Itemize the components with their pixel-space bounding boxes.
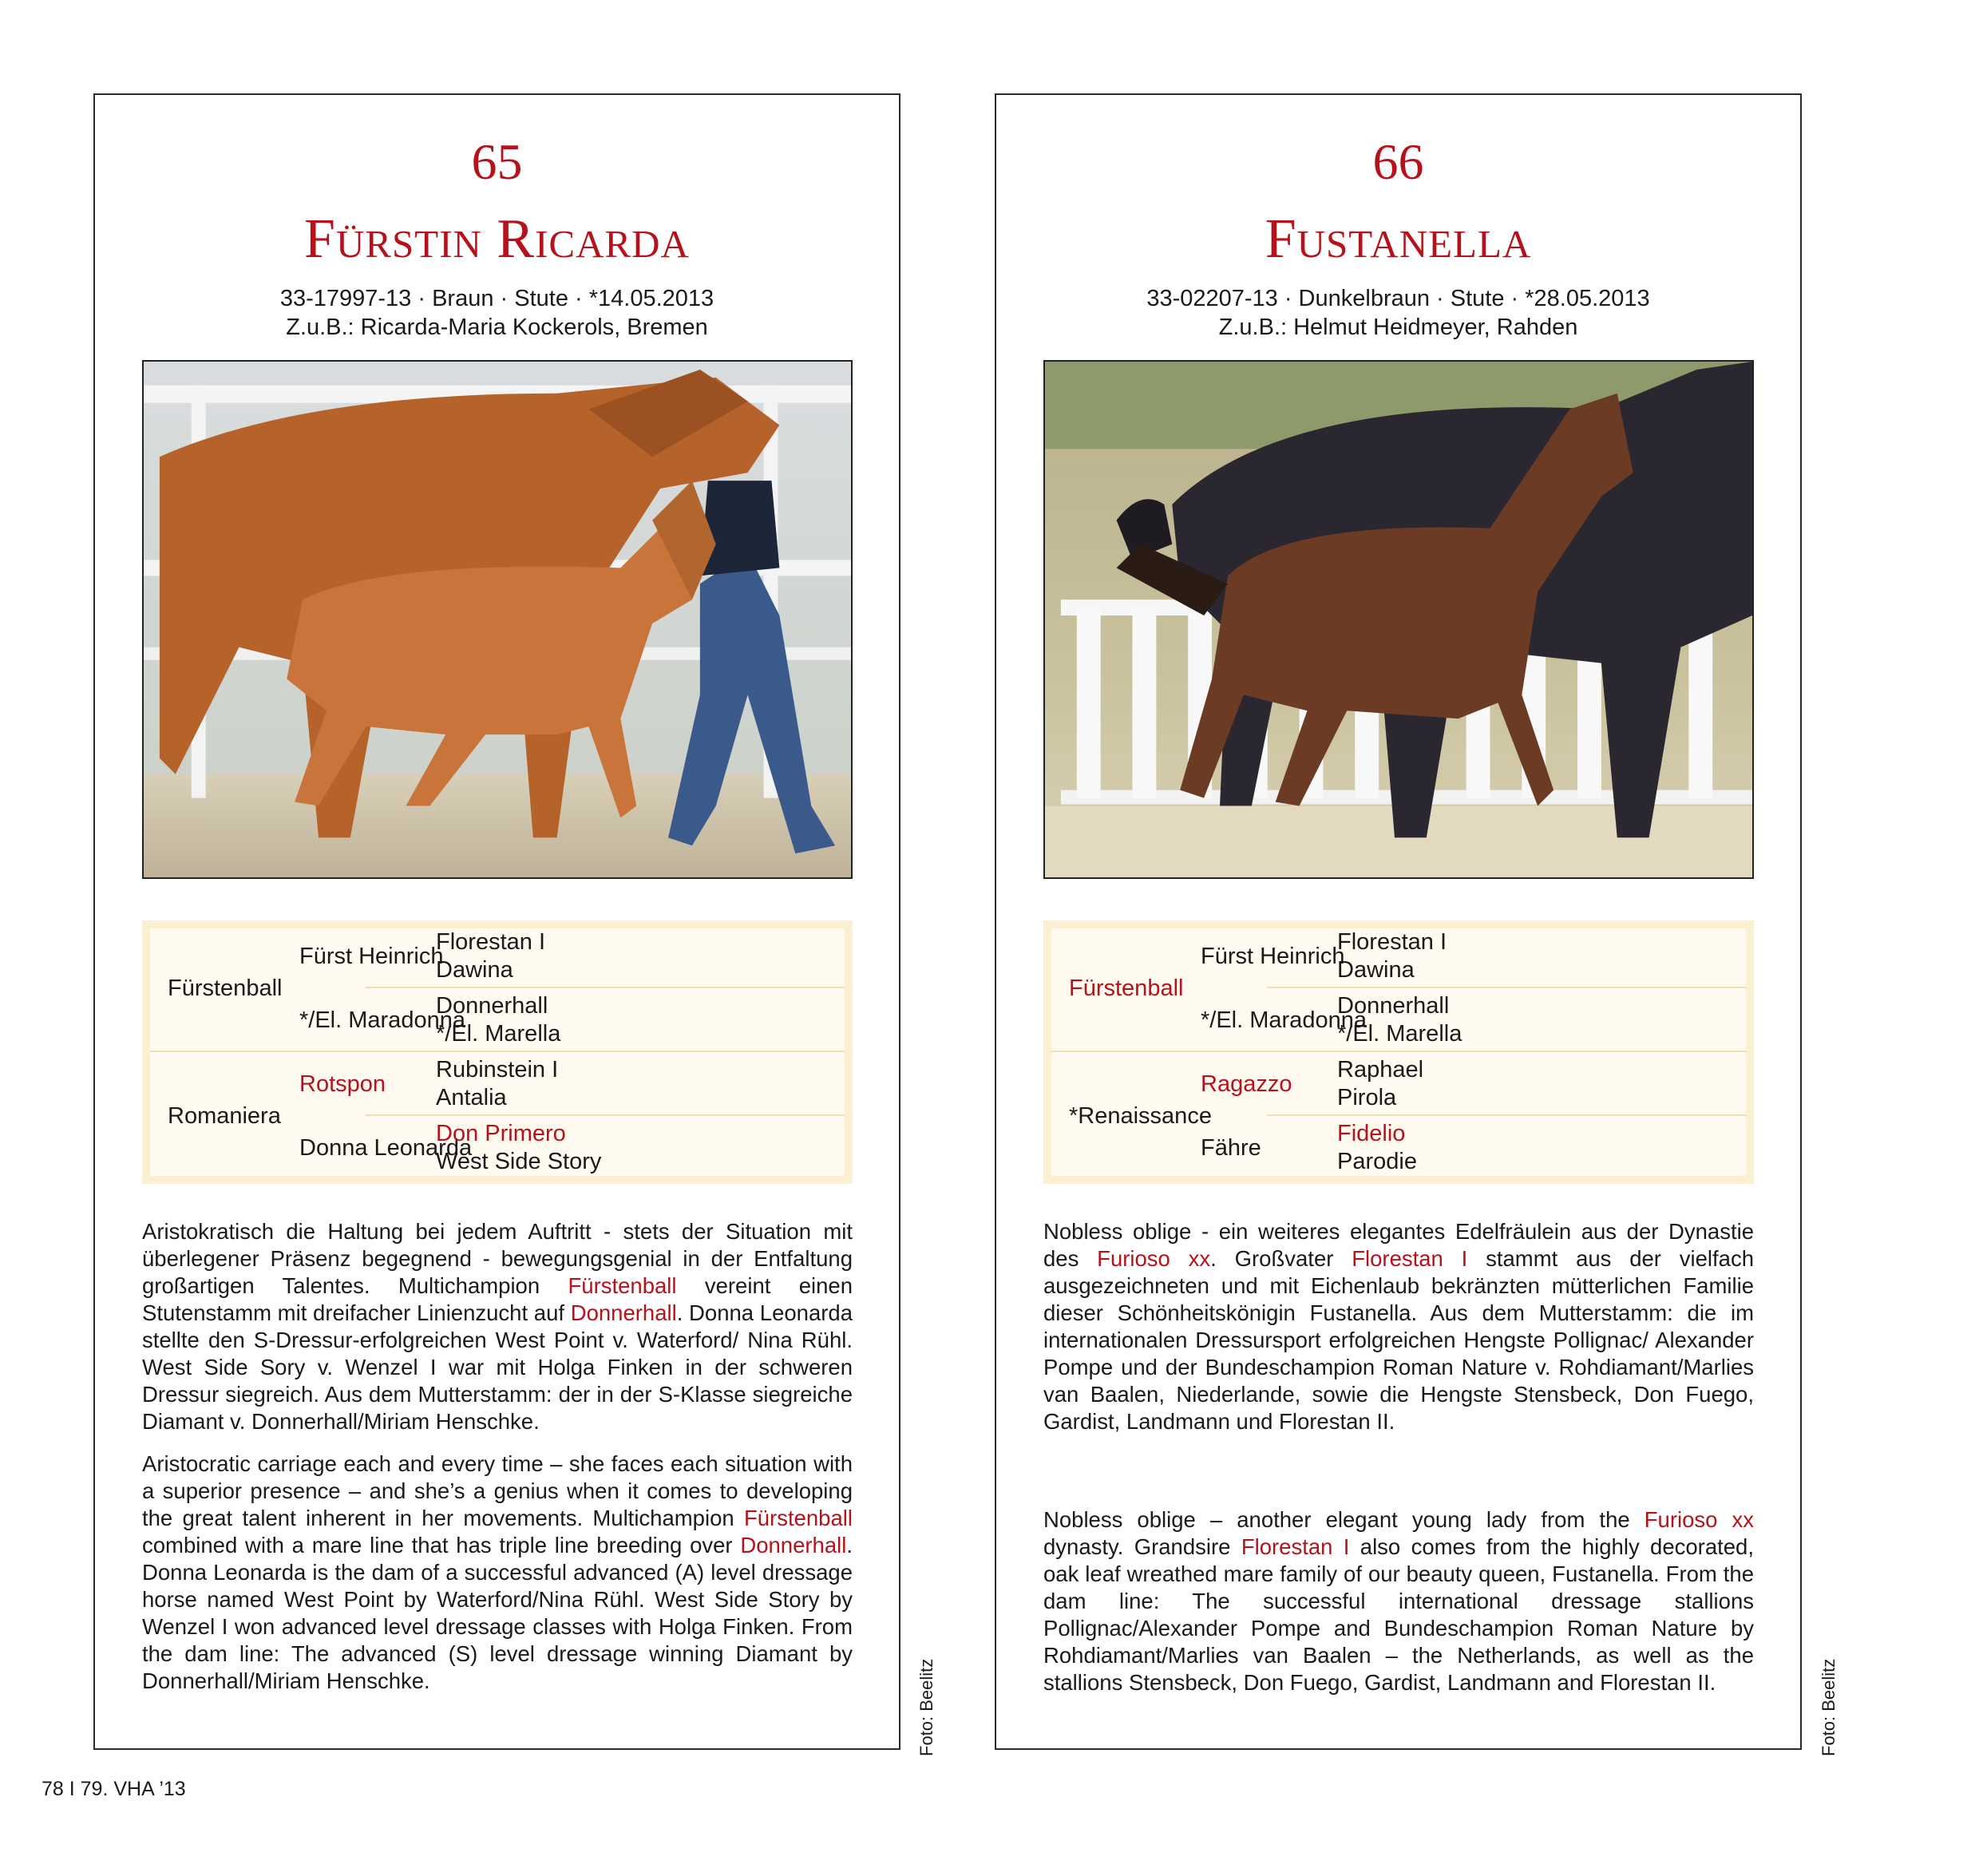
pedigree-sire-dam: */El. Maradonna [1201, 1007, 1367, 1033]
photo-credit-right: Foto: Beelitz [1819, 1658, 1838, 1756]
pedigree-g3-8: Parodie [1337, 1149, 1417, 1174]
page-footer: 78 I 79. VHA ’13 [42, 1778, 186, 1800]
description-german: Nobless oblige - ein weiteres elegantes Edelfräulein aus der Dynastie des Furioso xx. Großvater Florestan I stammt aus der vielfach ausgezeichneten und mit Eichenlaub bekränzten mütterlichen Familie dieser Schönheitskönigin Fustanella. Aus dem Mutterstamm: die im internationalen Dressursport erfolgreichen Hengste Pollignac/ Alexander Pompe und der Bundeschampion Roman Nature v. Rohdiamant/Marlies van Baalen, Niederlande, sowie die Hengste Stensbeck, Don Fuego, Gardist, Landmann und Florestan II. [1043, 1219, 1755, 1434]
pedigree-g3-6: Antalia [436, 1085, 507, 1110]
pedigree-g3-4: */El. Marella [1337, 1021, 1462, 1047]
pedigree-dam-sire: Rotspon [299, 1071, 386, 1097]
pedigree-sire: Fürstenball [1069, 976, 1184, 1001]
description-german: Aristokratisch die Haltung bei jedem Auftritt - stets der Situation mit überlegener Präsenz begegnend - bewegungsgenial in der Entfaltung großartigen Talentes. Multichampion Fürstenball vereint einen Stutenstamm mit dreifacher Linienzucht auf Donnerhall. Donna Leonarda stellte den S-Dressur-erfolgreichen West Point v. Waterford/ Nina Rühl. West Side Sory v. Wenzel I war mit Holga Finken in der schweren Dressur siegreich. Aus dem Mutterstamm: der in der S-Klasse siegreiche Diamant v. Donnerhall/Miriam Henschke. [142, 1219, 853, 1434]
pedigree-dam: *Renaissance [1069, 1103, 1212, 1129]
pedigree-dam-sire: Ragazzo [1201, 1071, 1292, 1097]
pedigree-g3-3: Donnerhall [1337, 993, 1450, 1019]
description-english: Aristocratic carriage each and every time – she faces each situation with a superior presence – and she’s a genius when it comes to developing the great talent inherent in her movements. Multichampion Fürstenball combined with a mare line that has triple line breeding over Donnerhall. Donna Leonarda is the dam of a successful advanced (A) level dressage horse named West Point by Waterford/Nina Rühl. West Side Story by Wenzel I won advanced level dressage classes with Holga Finken. From the dam line: The advanced (S) level dressage winning Diamant by Donnerhall/Miriam Henschke. [142, 1451, 853, 1693]
photo-mare-and-foal-chestnut [144, 362, 851, 877]
lot-number: 66 [1372, 133, 1424, 190]
pedigree-g3-1: Florestan I [436, 929, 545, 955]
pedigree-table [142, 920, 853, 1184]
horse-meta [95, 284, 899, 342]
lot-card-65 [93, 93, 900, 1750]
meta-line-breeder: Z.u.B.: Helmut Heidmeyer, Rahden [1218, 315, 1578, 340]
pedigree-g3-7: Don Primero [436, 1121, 566, 1146]
photo-mare-and-foal-dark [1045, 362, 1752, 877]
pedigree-g3-1: Florestan I [1337, 929, 1447, 955]
pedigree-g3-5: Rubinstein I [436, 1057, 559, 1082]
pedigree-dam-dam: Donna Leonarda [299, 1135, 473, 1161]
pedigree-g3-6: Pirola [1337, 1085, 1397, 1110]
meta-line-registration: 33-17997-13 · Braun · Stute · *14.05.2013 [279, 286, 714, 311]
lot-card-66 [995, 93, 1802, 1750]
horse-photo [1043, 360, 1754, 879]
horse-name: Fürstin Ricarda [304, 208, 690, 270]
pedigree-sire: Fürstenball [168, 976, 283, 1001]
horse-photo [142, 360, 853, 879]
pedigree-sire-sire: Fürst Heinrich [1201, 944, 1345, 969]
pedigree-g3-3: Donnerhall [436, 993, 548, 1019]
pedigree-g3-2: Dawina [1337, 957, 1415, 983]
horse-name: Fustanella [1265, 208, 1532, 270]
meta-line-registration: 33-02207-13 · Dunkelbraun · Stute · *28.05.2013 [1146, 286, 1650, 311]
pedigree-sire-sire: Fürst Heinrich [299, 944, 444, 969]
meta-line-breeder: Z.u.B.: Ricarda-Maria Kockerols, Bremen [286, 315, 708, 340]
pedigree-g3-8: West Side Story [436, 1149, 602, 1174]
pedigree-g3-4: */El. Marella [436, 1021, 561, 1047]
pedigree-g3-7: Fidelio [1337, 1121, 1406, 1146]
lot-number: 65 [471, 133, 523, 190]
pedigree-sire-dam: */El. Maradonna [299, 1007, 465, 1033]
photo-credit-left: Foto: Beelitz [916, 1658, 936, 1756]
horse-meta [996, 284, 1800, 342]
pedigree-g3-5: Raphael [1337, 1057, 1424, 1082]
pedigree-dam: Romaniera [168, 1103, 281, 1129]
pedigree-table [1043, 920, 1754, 1184]
pedigree-dam-dam: Fähre [1201, 1135, 1261, 1161]
pedigree-g3-2: Dawina [436, 957, 513, 983]
description-english: Nobless oblige – another elegant young lady from the Furioso xx dynasty. Grandsire Florestan I also comes from the highly decorated, oak leaf wreathed mare family of our beauty queen, Fustanella. From the dam line: The successful international dressage stallions Pollignac/Alexander Pompe and Bundeschampion Roman Nature by Rohdiamant/Marlies van Baalen – the Netherlands, as well as the stallions Stensbeck, Don Fuego, Gardist, Landmann and Florestan II. [1043, 1507, 1754, 1695]
